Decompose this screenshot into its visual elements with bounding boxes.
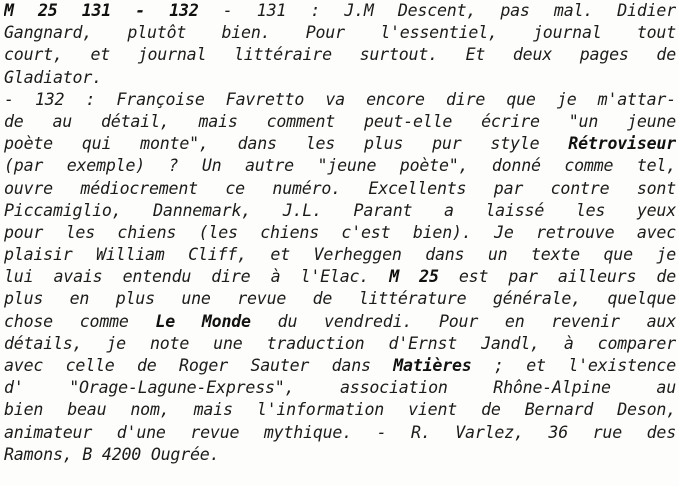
text-segment: Gladiator. [4,67,102,87]
bold-title-text: M 25 131 - 132 [4,1,199,20]
text-segment: est par ailleurs de [438,267,676,287]
text-segment: du vendredi. Pour en revenir aux [250,311,676,331]
text-segment: Ramons, B 4200 Ougrée. [4,444,220,464]
text-segment: plaisir William Cliff, et Verheggen dans un texte que je [4,245,676,265]
text-line [4,0,676,22]
text-segment: de au détail, mais comment peut-elle écrire "un jeune [4,111,676,131]
bold-title-text: Matières [393,356,472,375]
text-line [4,111,676,133]
review-text-block [4,0,676,466]
bold-title-text: Le Monde [155,311,251,331]
text-segment: Gangnard, plutôt bien. Pour l'essentiel, journal tout [4,23,676,43]
text-line [4,67,676,89]
text-line [4,200,676,222]
bold-title-text: Rétroviseur [568,134,676,154]
text-line [4,333,676,355]
text-segment: - 131 : J.M Descent, pas mal. Didier [198,1,676,20]
text-line [4,444,676,466]
text-segment: (par exemple) ? Un autre "jeune poète", donné comme tel, [4,156,676,176]
text-line [4,288,676,310]
text-segment: Piccamiglio, Dannemark, J.L. Parant a laissé les yeux [4,200,676,220]
text-line [4,89,676,111]
text-line [4,222,676,244]
text-segment: plus en plus une revue de littérature générale, quelque [4,289,676,309]
text-segment: court, et journal littéraire surtout. Et deux pages de [4,45,676,65]
text-segment: chose comme [4,311,156,331]
text-line [4,155,676,177]
text-line [4,22,676,44]
text-line [4,178,676,200]
text-line [4,377,676,399]
text-line [4,133,676,155]
text-line [4,422,676,444]
text-segment: poète qui monte", dans les plus pur style [4,134,569,154]
text-segment: animateur d'une revue mythique. - R. Varlez, 36 rue des [4,422,676,442]
text-segment: bien beau nom, mais l'information vient de Bernard Deson, [4,400,676,420]
text-line [4,355,676,377]
text-segment: ; et l'existence [471,356,676,375]
text-segment: - 132 : Françoise Favretto va encore dire que je m'attar- [4,89,676,109]
text-segment: détails, je note une traduction d'Ernst Jandl, à comparer [4,333,676,353]
text-segment: pour les chiens (les chiens c'est bien). Je retrouve avec [4,222,676,242]
text-line [4,311,676,333]
text-line [4,244,676,266]
text-line [4,399,676,421]
text-line [4,44,676,66]
text-segment: lui avais entendu dire à l'Elac. [4,267,390,287]
text-line [4,266,676,288]
bold-title-text: M 25 [389,267,439,287]
cut-off-next-line [4,474,676,486]
text-segment: avec celle de Roger Sauter dans [4,356,394,375]
text-segment: ouvre médiocrement ce numéro. Excellents par contre sont [4,178,676,198]
text-segment: d' "Orage-Lagune-Express", association Rhône-Alpine au [4,378,676,398]
